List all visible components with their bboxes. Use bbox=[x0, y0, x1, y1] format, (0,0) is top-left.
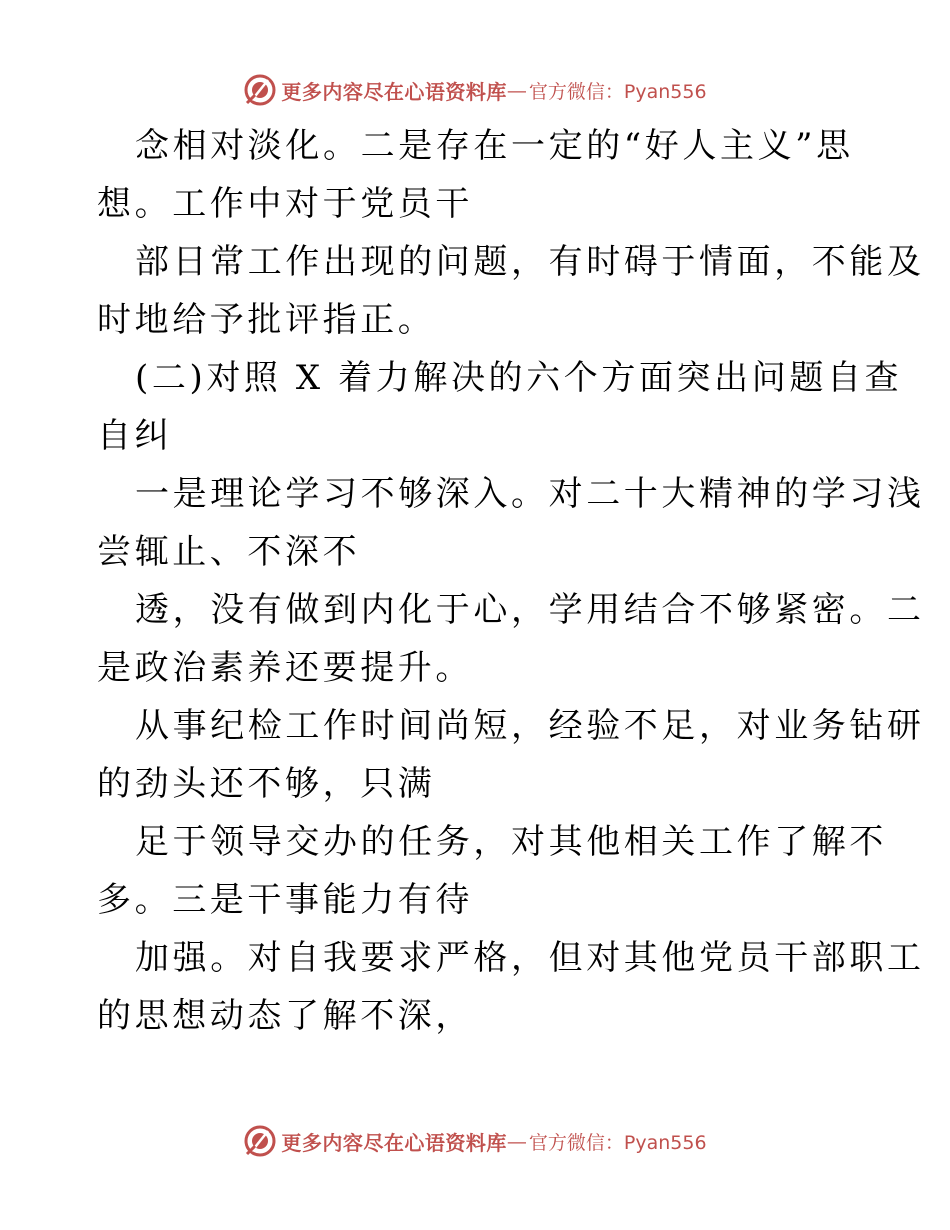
section-heading: (二)对照 X 着力解决的六个方面突出问题自查 bbox=[135, 358, 903, 398]
text-line: 的思想动态了解不深， bbox=[97, 996, 473, 1036]
text-line: 是政治素养还要提升。 bbox=[97, 648, 473, 688]
seal-logo-icon bbox=[243, 1124, 277, 1158]
text-line: 尝辄止、不深不 bbox=[97, 532, 361, 572]
text-line: 部日常工作出现的问题，有时碍于情面，不能及 bbox=[135, 242, 925, 282]
watermark-main-text: 更多内容尽在心语资料库 bbox=[281, 79, 507, 104]
text-line: 时地给予批评指正。 bbox=[97, 300, 436, 340]
watermark-separator: — bbox=[506, 78, 527, 102]
text-line: 一是理论学习不够深入。对二十大精神的学习浅 bbox=[135, 474, 925, 514]
watermark-separator: — bbox=[506, 1129, 527, 1153]
text-line: 多。三是干事能力有待 bbox=[97, 880, 473, 920]
text-line: 加强。对自我要求严格，但对其他党员干部职工 bbox=[135, 938, 925, 978]
text-line: 透，没有做到内化于心，学用结合不够紧密。二 bbox=[135, 590, 925, 630]
text-line: 想。工作中对于党员干 bbox=[97, 184, 473, 224]
watermark-wechat-text: 官方微信：Pyan556 bbox=[528, 80, 707, 103]
footer-watermark bbox=[0, 1121, 950, 1161]
document-body bbox=[97, 117, 925, 1045]
text-line: 念相对淡化。二是存在一定的“好人主义”思 bbox=[135, 126, 854, 166]
text-line: 从事纪检工作时间尚短，经验不足，对业务钻研 bbox=[135, 706, 925, 746]
text-line: 足于领导交办的任务，对其他相关工作了解不 bbox=[135, 822, 887, 862]
watermark-main-text: 更多内容尽在心语资料库 bbox=[281, 1130, 507, 1155]
text-line: 自纠 bbox=[97, 416, 173, 456]
watermark-wechat-text: 官方微信：Pyan556 bbox=[528, 1131, 707, 1154]
header-watermark bbox=[0, 70, 950, 110]
text-line: 的劲头还不够，只满 bbox=[97, 764, 436, 804]
seal-logo-icon bbox=[243, 73, 277, 107]
